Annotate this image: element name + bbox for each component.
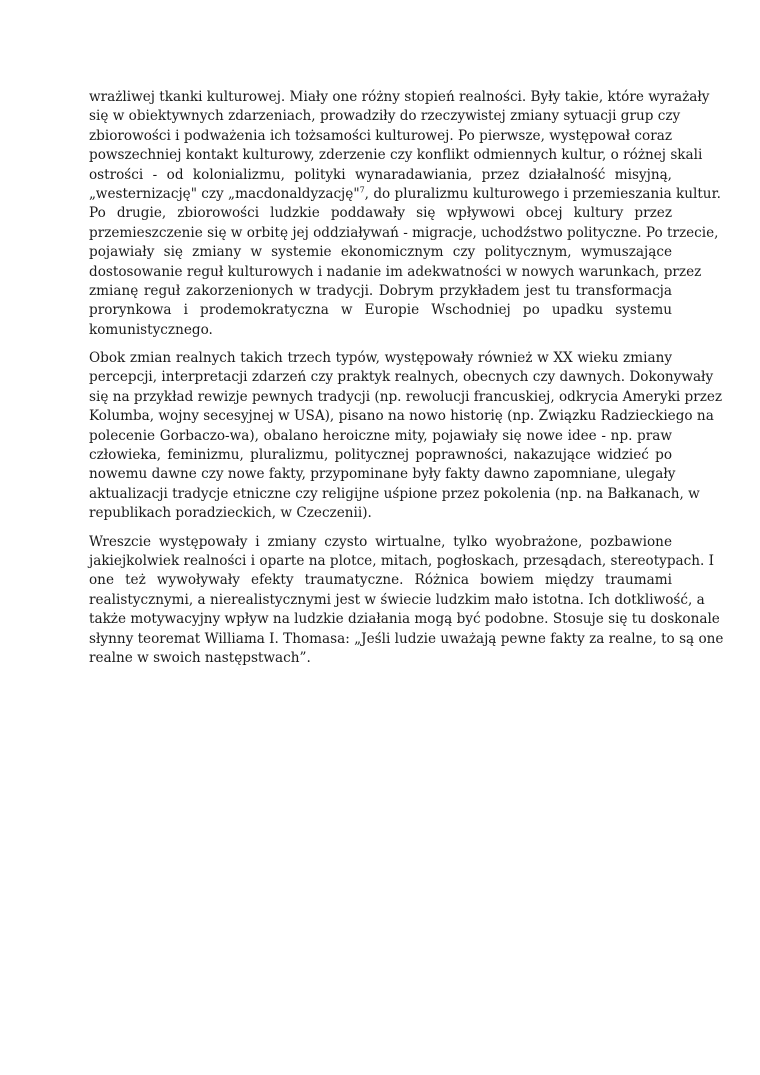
- text-line: także motywacyjny wpływ na ludzkie działania mogą być podobne. Stosuje się tu doskonale: [89, 611, 720, 628]
- text-line: jakiejkolwiek realności i oparte na plotce, mitach, pogłoskach, przesądach, stereotypach. I: [89, 552, 715, 569]
- text-line: wrażliwej tkanki kulturowej. Miały one różny stopień realności. Były takie, które wyrażały: [89, 89, 710, 105]
- text-line: realistycznymi, a nierealistycznymi jest w świecie ludzkim mało istotna. Ich dotkliwość, a: [89, 591, 705, 608]
- text-line: zmianę reguł zakorzenionych w tradycji. Dobrym przykładem jest tu transformacja: [89, 282, 672, 299]
- text-line: percepcji, interpretacji zdarzeń czy praktyk realnych, obecnych czy dawnych. Dokonywały: [89, 369, 714, 386]
- text-line: Po drugie, zbiorowości ludzkie poddawały się wpływowi obcej kultury przez: [89, 205, 672, 222]
- text-line: prorynkowa i prodemokratyczna w Europie Wschodniej po upadku systemu: [89, 302, 672, 319]
- text-line: zbiorowości i podważenia ich tożsamości kulturowej. Po pierwsze, występował coraz: [89, 127, 672, 144]
- document-body: [89, 88, 724, 677]
- text-line: Wreszcie występowały i zmiany czysto wirtualne, tylko wyobrażone, pozbawione: [89, 533, 672, 550]
- text-line: ostrości - od kolonializmu, polityki wynaradawiania, przez działalność misyjną,: [89, 166, 672, 183]
- text-line: aktualizacji tradycje etniczne czy religijne uśpione przez pokolenia (np. na Bałkanach, w: [89, 485, 700, 502]
- text-line-with-footnote: [89, 185, 721, 204]
- text-line: przemieszczenie się w orbitę jej oddziaływań - migracje, uchodźstwo polityczne. Po trzecie,: [89, 224, 719, 241]
- paragraph-3: [89, 533, 724, 669]
- text-line: dostosowanie reguł kulturowych i nadanie im adekwatności w nowych warunkach, przez: [89, 263, 702, 280]
- footnote-line-before: „westernizację" czy „macdonaldyzację": [89, 185, 360, 202]
- text-line: polecenie Gorbaczo-wa), obalano heroiczne mity, pojawiały się nowe idee - np. praw: [89, 427, 672, 444]
- text-line: pojawiały się zmiany w systemie ekonomicznym czy politycznym, wymuszające: [89, 244, 672, 261]
- text-line: nowemu dawne czy nowe fakty, przypominane były fakty dawno zapomniane, ulegały: [89, 466, 676, 483]
- text-line: republikach poradzieckich, w Czeczenii).: [89, 505, 372, 522]
- footnote-mark: 7: [359, 185, 365, 195]
- text-line: słynny teoremat Williama I. Thomasa: „Jeśli ludzie uważają pewne fakty za realne, to są one: [89, 630, 724, 647]
- text-line: się na przykład rewizje pewnych tradycji (np. rewolucji francuskiej, odkrycia Ameryki przez: [89, 388, 723, 405]
- text-line: komunistycznego.: [89, 321, 213, 338]
- text-line: one też wywoływały efekty traumatyczne. Różnica bowiem między traumami: [89, 572, 672, 589]
- text-line: człowieka, feminizmu, pluralizmu, politycznej poprawności, nakazujące widzieć po: [89, 447, 672, 464]
- text-line: Obok zmian realnych takich trzech typów, występowały również w XX wieku zmiany: [89, 350, 672, 367]
- paragraph-2: [89, 349, 723, 524]
- text-line: się w obiektywnych zdarzeniach, prowadziły do rzeczywistej zmiany sytuacji grup czy: [89, 108, 681, 125]
- footnote-line-after: , do pluralizmu kulturowego i przemieszania kultur.: [364, 185, 721, 202]
- paragraph-1: [89, 88, 721, 340]
- text-line: Kolumba, wojny secesyjnej w USA), pisano na nowo historię (np. Związku Radzieckiego na: [89, 408, 714, 425]
- text-line: realne w swoich następstwach”.: [89, 649, 311, 666]
- text-line: powszechniej kontakt kulturowy, zderzenie czy konflikt odmiennych kultur, o różnej skali: [89, 147, 703, 164]
